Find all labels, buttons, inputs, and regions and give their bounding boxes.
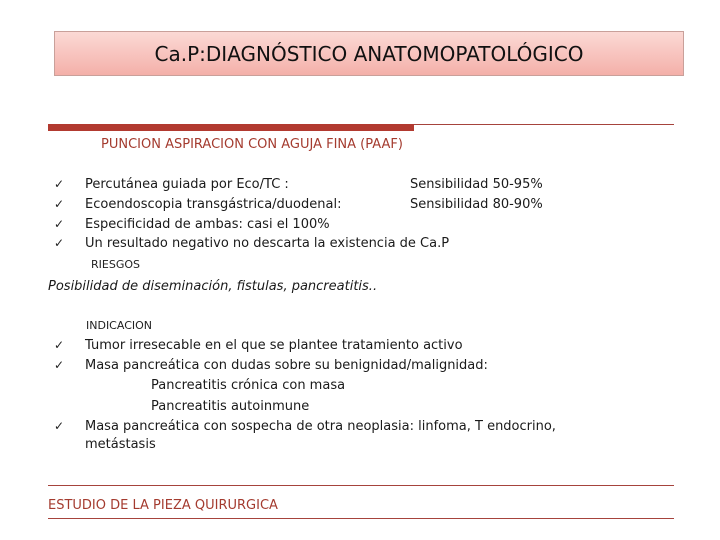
paaf-item-value: Sensibilidad 80-90%	[410, 197, 543, 212]
check-icon: ✓	[54, 338, 65, 352]
indicacion-subitem: Pancreatitis crónica con masa	[151, 378, 346, 393]
riesgos-heading: RIESGOS	[91, 258, 140, 271]
footer-divider	[48, 485, 674, 486]
indicacion-item: Tumor irresecable en el que se plantee tratamiento activo	[85, 338, 463, 353]
footer-heading: ESTUDIO DE LA PIEZA QUIRURGICA	[48, 498, 278, 513]
indicacion-item: Masa pancreática con sospecha de otra neoplasia: linfoma, T endocrino,	[85, 419, 556, 434]
top-divider	[414, 124, 674, 125]
riesgos-text: Posibilidad de diseminación, fistulas, pancreatitis..	[48, 279, 378, 294]
indicacion-heading: INDICACION	[86, 319, 153, 332]
slide-title: Ca.P:DIAGNÓSTICO ANATOMOPATOLÓGICO	[154, 41, 584, 66]
paaf-item-text: Percutánea guiada por Eco/TC :	[85, 177, 289, 192]
check-icon: ✓	[54, 197, 65, 211]
check-icon: ✓	[54, 217, 65, 231]
paaf-item-text: Ecoendoscopia transgástrica/duodenal:	[85, 197, 342, 212]
indicacion-item-continuation: metástasis	[85, 437, 156, 452]
check-icon: ✓	[54, 419, 65, 433]
check-icon: ✓	[54, 358, 65, 372]
slide-title-box	[54, 31, 684, 76]
indicacion-subitem: Pancreatitis autoinmune	[151, 399, 310, 414]
check-icon: ✓	[54, 236, 65, 250]
bottom-divider	[48, 518, 674, 519]
paaf-heading: PUNCION ASPIRACION CON AGUJA FINA (PAAF)	[101, 137, 403, 152]
paaf-item-text: Especificidad de ambas: casi el 100%	[85, 217, 330, 232]
check-icon: ✓	[54, 177, 65, 191]
paaf-item-value: Sensibilidad 50-95%	[410, 177, 543, 192]
accent-bar	[48, 124, 414, 131]
paaf-item-text: Un resultado negativo no descarta la existencia de Ca.P	[85, 236, 450, 251]
indicacion-item: Masa pancreática con dudas sobre su benignidad/malignidad:	[85, 358, 488, 373]
